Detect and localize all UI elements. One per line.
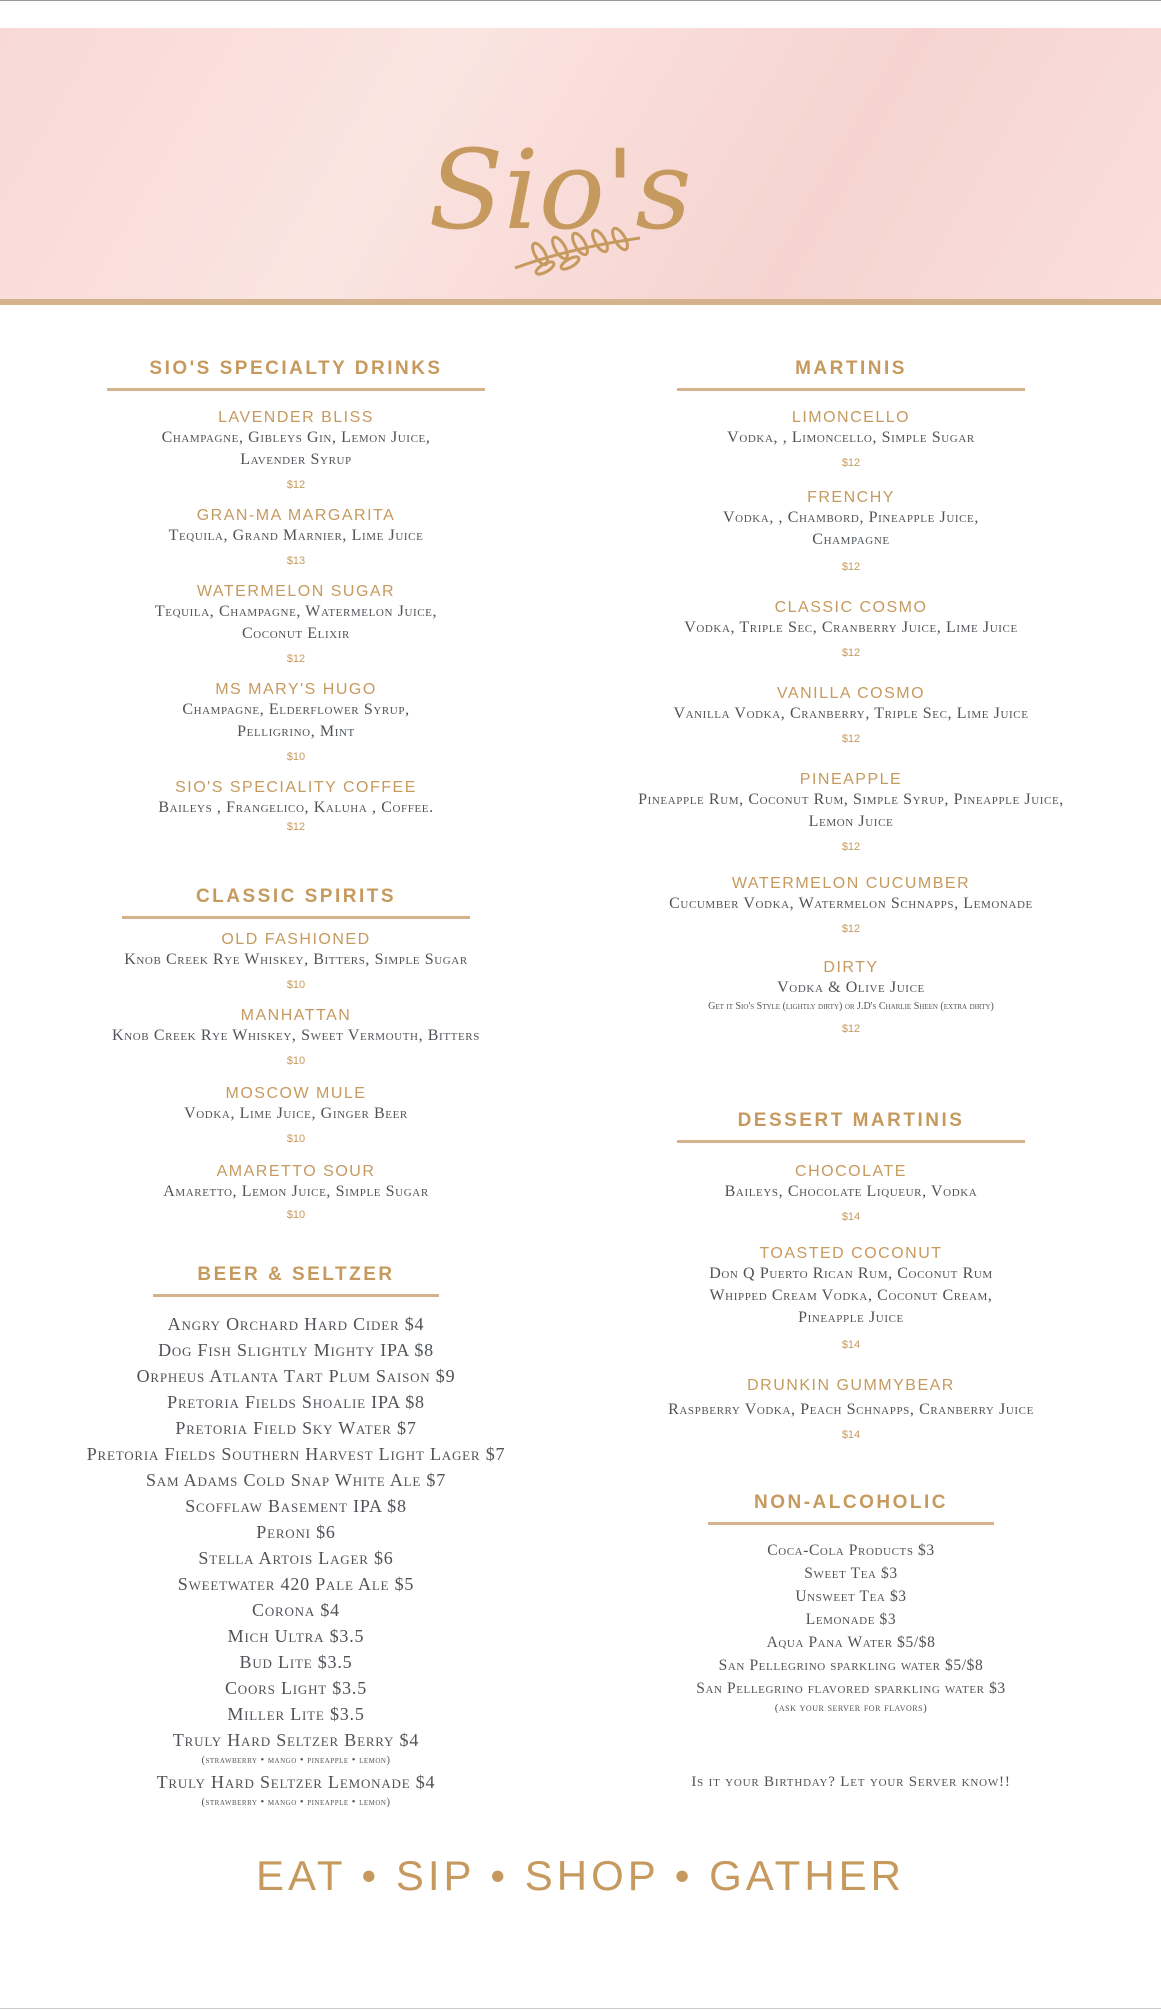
- list-item: Pretoria Fields Shoalie IPA $8: [167, 1392, 425, 1412]
- flavor-note: (ask your server for flavors): [774, 1702, 928, 1714]
- section-title: SIO'S SPECIALTY DRINKS: [149, 358, 443, 379]
- list-item: San Pellegrino flavored sparkling water $3: [696, 1680, 1006, 1697]
- menu-item: [620, 409, 1082, 469]
- item-name: DIRTY: [823, 959, 879, 976]
- list-item: Coors Light $3.5: [224, 1678, 368, 1698]
- list-item: Stella Artois Lager $6: [198, 1548, 394, 1568]
- item-description: Vodka, Lime Juice, Ginger Beer: [184, 1105, 408, 1122]
- item-price: $13: [286, 555, 306, 567]
- list-item: Truly Hard Seltzer Berry $4: [172, 1730, 420, 1750]
- menu-item: [50, 507, 542, 567]
- menu-item: [620, 959, 1082, 1035]
- list-item: Sweetwater 420 Pale Ale $5: [177, 1574, 415, 1594]
- section-divider: [677, 388, 1025, 391]
- item-price: $12: [841, 923, 861, 935]
- menu-item: [620, 1377, 1082, 1441]
- list-item: Truly Hard Seltzer Lemonade $4: [156, 1772, 436, 1792]
- menu-item: [50, 681, 542, 763]
- bottom-border: [0, 2008, 1161, 2009]
- specialty-section: [50, 358, 542, 833]
- martinis-section: [620, 358, 1082, 1035]
- item-note: Get it Sio's Style (lightly dirty) or J.D's Charlie Sheen (extra dirty): [708, 1001, 994, 1012]
- item-description: Knob Creek Rye Whiskey, Sweet Vermouth, Bitters: [112, 1027, 480, 1044]
- beer-seltzer-section: [50, 1264, 542, 1811]
- tagline: EAT • SIP • SHOP • GATHER: [255, 1852, 906, 1899]
- section-title: DESSERT MARTINIS: [737, 1110, 965, 1131]
- menu-item: [620, 1163, 1082, 1223]
- item-price: $12: [841, 457, 861, 469]
- item-price: $10: [286, 1055, 306, 1067]
- item-price: $12: [286, 821, 306, 833]
- flavor-note: (strawberry • mango • pineapple • lemon): [201, 1755, 391, 1766]
- item-description: Champagne, Elderflower Syrup, Pelligrino, Mint: [182, 701, 410, 740]
- list-item: Orpheus Atlanta Tart Plum Saison $9: [136, 1366, 456, 1386]
- item-name: TOASTED COCONUT: [759, 1245, 943, 1262]
- item-name: MS MARY'S HUGO: [215, 681, 377, 698]
- menu-item: [620, 1245, 1082, 1351]
- item-description: Pineapple Rum, Coconut Rum, Simple Syrup, Pineapple Juice, Lemon Juice: [638, 791, 1064, 830]
- item-description: Champagne, Gibleys Gin, Lemon Juice, Lavender Syrup: [161, 429, 431, 468]
- item-description: Tequila, Grand Marnier, Lime Juice: [168, 527, 424, 544]
- item-description: Baileys , Frangelico, Kaluha , Coffee.: [158, 799, 434, 816]
- section-divider: [107, 388, 485, 391]
- item-description: Baileys, Chocolate Liqueur, Vodka: [724, 1183, 978, 1200]
- section-divider: [153, 1294, 439, 1297]
- list-item: Aqua Pana Water $5/$8: [766, 1634, 936, 1651]
- list-item: Mich Ultra $3.5: [227, 1626, 365, 1646]
- menu-item: [50, 931, 542, 991]
- item-name: MOSCOW MULE: [225, 1085, 367, 1102]
- item-description: Vodka & Olive Juice: [777, 979, 925, 996]
- item-name: MANHATTAN: [240, 1007, 352, 1024]
- item-description: Knob Creek Rye Whiskey, Bitters, Simple Sugar: [124, 951, 468, 968]
- menu-item: [50, 583, 542, 665]
- item-description: Vodka, Triple Sec, Cranberry Juice, Lime Juice: [684, 619, 1018, 636]
- item-name: SIO'S SPECIALITY COFFEE: [175, 779, 417, 796]
- list-item: Sweet Tea $3: [804, 1565, 898, 1582]
- item-name: WATERMELON SUGAR: [196, 583, 396, 600]
- item-name: CLASSIC COSMO: [774, 599, 928, 616]
- section-title: BEER & SELTZER: [197, 1264, 395, 1285]
- list-item: Angry Orchard Hard Cider $4: [167, 1314, 425, 1334]
- item-price: $14: [841, 1429, 861, 1441]
- list-item: Pretoria Fields Southern Harvest Light Lager $7: [86, 1444, 506, 1464]
- section-divider: [677, 1140, 1025, 1143]
- item-price: $12: [286, 653, 306, 665]
- list-item: Miller Lite $3.5: [227, 1704, 365, 1724]
- menu-item: [50, 1085, 542, 1145]
- top-border: [0, 0, 1161, 1]
- item-description: Vanilla Vodka, Cranberry, Triple Sec, Lime Juice: [673, 705, 1029, 722]
- section-divider: [708, 1522, 994, 1525]
- item-price: $12: [841, 733, 861, 745]
- list-item: Lemonade $3: [805, 1611, 897, 1628]
- item-price: $14: [841, 1211, 861, 1223]
- menu-item: [50, 779, 542, 833]
- non-alcoholic-list: [620, 1539, 1082, 1716]
- list-item: Pretoria Field Sky Water $7: [175, 1418, 417, 1438]
- item-description: Tequila, Champagne, Watermelon Juice, Coconut Elixir: [154, 603, 438, 642]
- item-description: Don Q Puerto Rican Rum, Coconut Rum Whipped Cream Vodka, Coconut Cream, Pineapple Juice: [709, 1265, 993, 1326]
- classic-spirits-section: [50, 886, 542, 1221]
- item-price: $12: [841, 841, 861, 853]
- item-price: $12: [841, 1023, 861, 1035]
- item-name: GRAN-MA MARGARITA: [196, 507, 396, 524]
- header-divider: [0, 299, 1161, 305]
- item-name: PINEAPPLE: [799, 771, 903, 788]
- non-alcoholic-section: [620, 1492, 1082, 1716]
- menu-item: [50, 1007, 542, 1067]
- item-price: $10: [286, 751, 306, 763]
- item-price: $10: [286, 1133, 306, 1145]
- item-description: Cucumber Vodka, Watermelon Schnapps, Lemonade: [669, 895, 1033, 912]
- menu-item: [50, 409, 542, 491]
- item-price: $14: [841, 1339, 861, 1351]
- item-name: OLD FASHIONED: [221, 931, 371, 948]
- list-item: Corona $4: [252, 1600, 340, 1620]
- item-name: LAVENDER BLISS: [218, 409, 374, 426]
- header-banner: [0, 28, 1161, 299]
- menu-item: [620, 771, 1082, 853]
- item-price: $10: [286, 979, 306, 991]
- section-title: NON-ALCOHOLIC: [754, 1492, 948, 1513]
- list-item: Coca-Cola Products $3: [767, 1542, 935, 1559]
- item-price: $12: [841, 647, 861, 659]
- item-description: Amaretto, Lemon Juice, Simple Sugar: [163, 1183, 429, 1200]
- item-name: LIMONCELLO: [791, 409, 911, 426]
- list-item: Peroni $6: [256, 1522, 336, 1542]
- menu-item: [620, 489, 1082, 573]
- item-name: VANILLA COSMO: [776, 685, 926, 702]
- item-name: FRENCHY: [807, 489, 895, 506]
- beer-list: [50, 1311, 542, 1811]
- item-name: AMARETTO SOUR: [216, 1163, 376, 1180]
- menu-item: [620, 599, 1082, 659]
- menu-item: [50, 1163, 542, 1221]
- logo-text: Sio's: [428, 126, 692, 254]
- item-name: CHOCOLATE: [795, 1163, 907, 1180]
- section-divider: [122, 916, 470, 919]
- item-price: $12: [841, 561, 861, 573]
- menu-item: [620, 685, 1082, 745]
- sios-logo: [420, 88, 700, 288]
- birthday-note: Is it your Birthday? Let your Server know!!: [691, 1774, 1011, 1790]
- item-description: Vodka, , Chambord, Pineapple Juice, Champagne: [723, 509, 979, 548]
- item-price: $10: [286, 1209, 306, 1221]
- item-price: $12: [286, 479, 306, 491]
- list-item: San Pellegrino sparkling water $5/$8: [718, 1657, 984, 1674]
- list-item: Sam Adams Cold Snap White Ale $7: [145, 1470, 447, 1490]
- list-item: Scofflaw Basement IPA $8: [185, 1496, 407, 1516]
- dessert-martinis-section: [620, 1110, 1082, 1441]
- item-description: Vodka, , Limoncello, Simple Sugar: [727, 429, 975, 446]
- item-name: DRUNKIN GUMMYBEAR: [747, 1377, 955, 1394]
- menu-item: [620, 875, 1082, 935]
- list-item: Bud Lite $3.5: [239, 1652, 353, 1672]
- section-title: CLASSIC SPIRITS: [195, 886, 397, 907]
- flavor-note: (strawberry • mango • pineapple • lemon): [201, 1797, 391, 1808]
- item-description: Raspberry Vodka, Peach Schnapps, Cranberry Juice: [668, 1401, 1034, 1418]
- list-item: Dog Fish Slightly Mighty IPA $8: [158, 1340, 434, 1360]
- section-title: MARTINIS: [795, 358, 907, 379]
- list-item: Unsweet Tea $3: [795, 1588, 907, 1605]
- item-name: WATERMELON CUCUMBER: [731, 875, 971, 892]
